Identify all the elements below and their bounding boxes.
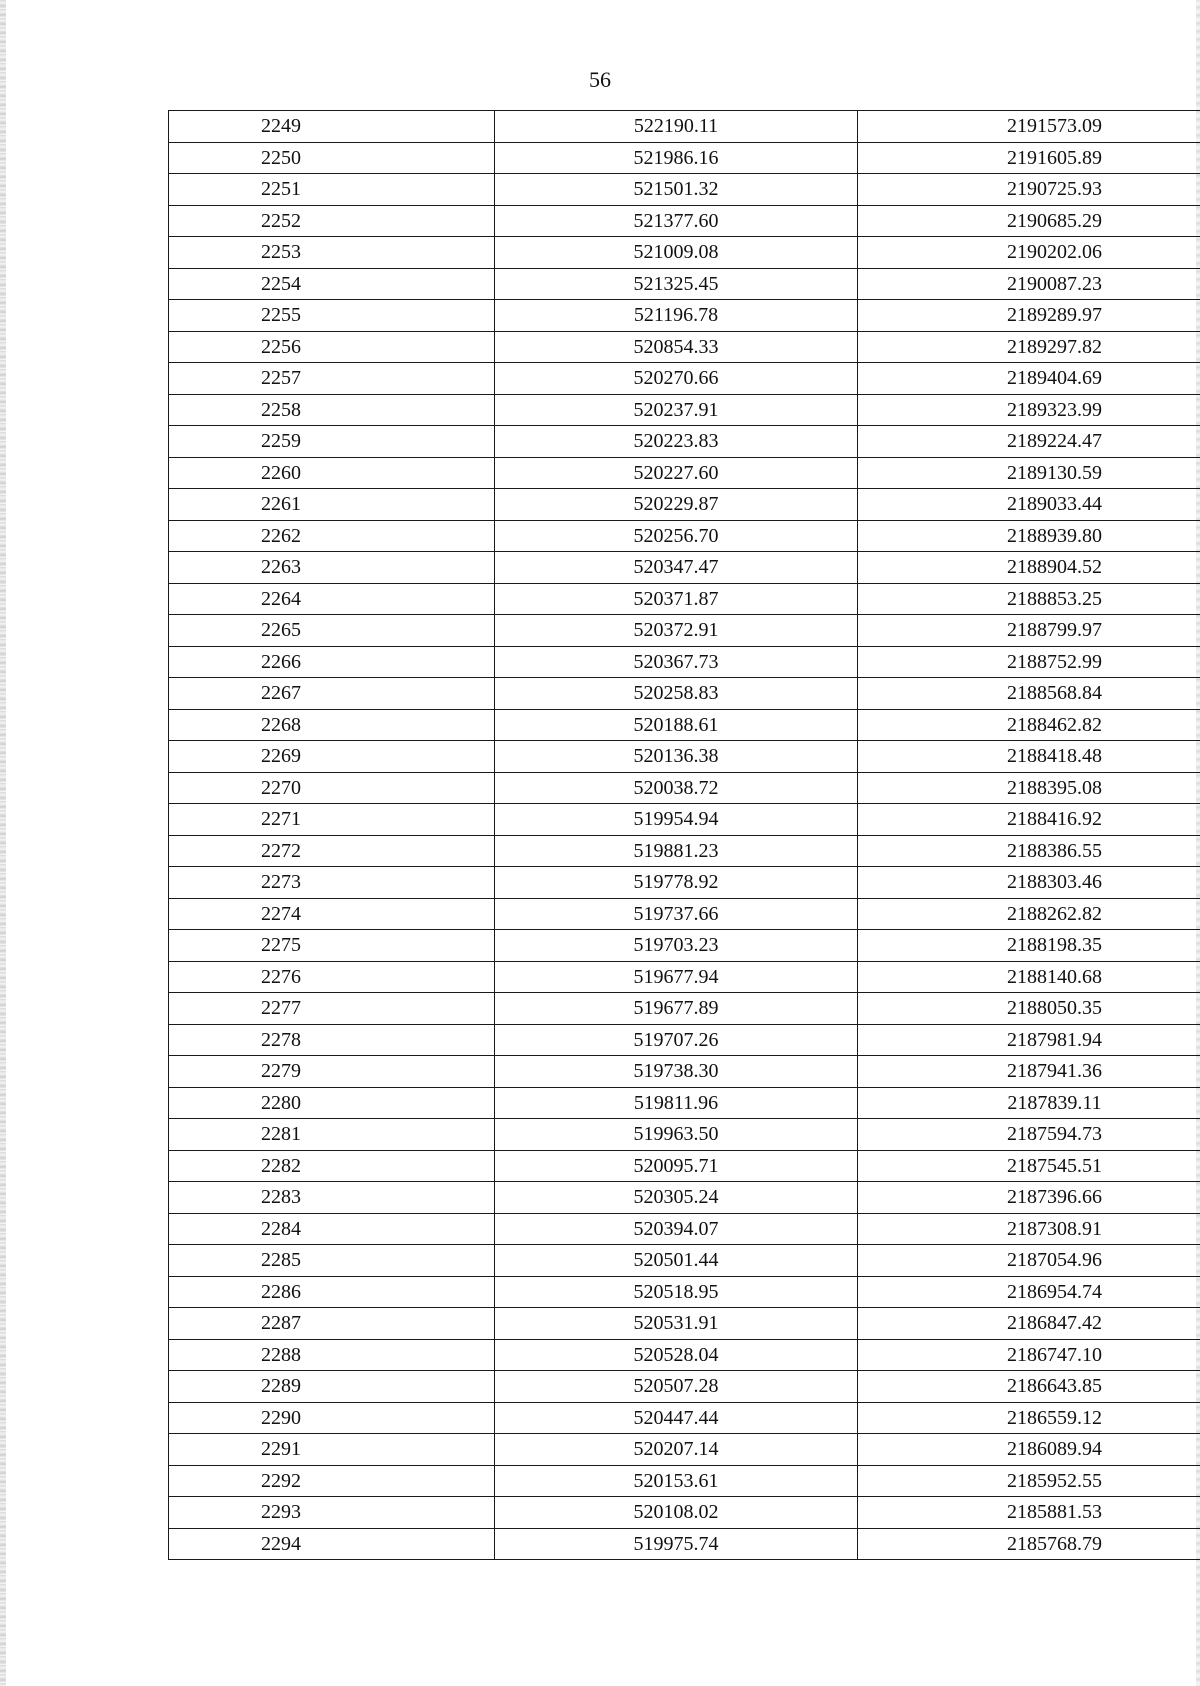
y-coordinate-cell: 2186643.85 [858, 1371, 1200, 1403]
table-row [169, 867, 1200, 899]
point-id-cell: 2251 [169, 174, 495, 206]
y-coordinate-cell: 2188418.48 [858, 741, 1200, 773]
x-coordinate-cell: 519738.30 [495, 1056, 858, 1088]
y-coordinate-cell: 2186847.42 [858, 1308, 1200, 1340]
point-id-cell: 2281 [169, 1119, 495, 1151]
point-id-cell: 2250 [169, 142, 495, 174]
x-coordinate-cell: 521377.60 [495, 205, 858, 237]
table-row [169, 426, 1200, 458]
x-coordinate-cell: 520270.66 [495, 363, 858, 395]
point-id-cell: 2267 [169, 678, 495, 710]
x-coordinate-cell: 520367.73 [495, 646, 858, 678]
x-coordinate-cell: 520518.95 [495, 1276, 858, 1308]
table-row [169, 1308, 1200, 1340]
y-coordinate-cell: 2188262.82 [858, 898, 1200, 930]
point-id-cell: 2259 [169, 426, 495, 458]
x-coordinate-cell: 519975.74 [495, 1528, 858, 1560]
table-row [169, 772, 1200, 804]
y-coordinate-cell: 2190202.06 [858, 237, 1200, 269]
point-id-cell: 2279 [169, 1056, 495, 1088]
x-coordinate-cell: 519677.94 [495, 961, 858, 993]
x-coordinate-cell: 520305.24 [495, 1182, 858, 1214]
table-row [169, 331, 1200, 363]
x-coordinate-cell: 520095.71 [495, 1150, 858, 1182]
y-coordinate-cell: 2189289.97 [858, 300, 1200, 332]
table-row [169, 993, 1200, 1025]
y-coordinate-cell: 2188752.99 [858, 646, 1200, 678]
table-row [169, 142, 1200, 174]
table-row [169, 615, 1200, 647]
scan-edge-left [0, 0, 6, 1686]
point-id-cell: 2291 [169, 1434, 495, 1466]
x-coordinate-cell: 519954.94 [495, 804, 858, 836]
point-id-cell: 2283 [169, 1182, 495, 1214]
x-coordinate-cell: 520237.91 [495, 394, 858, 426]
y-coordinate-cell: 2191573.09 [858, 111, 1200, 143]
x-coordinate-cell: 521986.16 [495, 142, 858, 174]
table-row [169, 1402, 1200, 1434]
x-coordinate-cell: 520136.38 [495, 741, 858, 773]
y-coordinate-cell: 2188853.25 [858, 583, 1200, 615]
table-row [169, 457, 1200, 489]
y-coordinate-cell: 2187396.66 [858, 1182, 1200, 1214]
x-coordinate-cell: 519963.50 [495, 1119, 858, 1151]
x-coordinate-cell: 520531.91 [495, 1308, 858, 1340]
x-coordinate-cell: 520229.87 [495, 489, 858, 521]
point-id-cell: 2252 [169, 205, 495, 237]
y-coordinate-cell: 2187308.91 [858, 1213, 1200, 1245]
point-id-cell: 2285 [169, 1245, 495, 1277]
table-row [169, 1119, 1200, 1151]
table-row [169, 1024, 1200, 1056]
table-row [169, 646, 1200, 678]
y-coordinate-cell: 2188303.46 [858, 867, 1200, 899]
table-row [169, 709, 1200, 741]
y-coordinate-cell: 2188198.35 [858, 930, 1200, 962]
table-row [169, 111, 1200, 143]
point-id-cell: 2276 [169, 961, 495, 993]
table-row [169, 1465, 1200, 1497]
y-coordinate-cell: 2188140.68 [858, 961, 1200, 993]
table-row [169, 394, 1200, 426]
table-row [169, 268, 1200, 300]
y-coordinate-cell: 2188050.35 [858, 993, 1200, 1025]
y-coordinate-cell: 2187054.96 [858, 1245, 1200, 1277]
x-coordinate-cell: 520223.83 [495, 426, 858, 458]
table-row [169, 1213, 1200, 1245]
point-id-cell: 2286 [169, 1276, 495, 1308]
y-coordinate-cell: 2188568.84 [858, 678, 1200, 710]
x-coordinate-cell: 520854.33 [495, 331, 858, 363]
x-coordinate-cell: 520501.44 [495, 1245, 858, 1277]
table-row [169, 1497, 1200, 1529]
point-id-cell: 2275 [169, 930, 495, 962]
table-row [169, 1056, 1200, 1088]
point-id-cell: 2249 [169, 111, 495, 143]
point-id-cell: 2261 [169, 489, 495, 521]
table-row [169, 237, 1200, 269]
x-coordinate-cell: 521501.32 [495, 174, 858, 206]
y-coordinate-cell: 2187594.73 [858, 1119, 1200, 1151]
table-row [169, 205, 1200, 237]
y-coordinate-cell: 2189224.47 [858, 426, 1200, 458]
x-coordinate-cell: 520153.61 [495, 1465, 858, 1497]
x-coordinate-cell: 519707.26 [495, 1024, 858, 1056]
y-coordinate-cell: 2189323.99 [858, 394, 1200, 426]
y-coordinate-cell: 2187981.94 [858, 1024, 1200, 1056]
x-coordinate-cell: 520447.44 [495, 1402, 858, 1434]
y-coordinate-cell: 2186954.74 [858, 1276, 1200, 1308]
x-coordinate-cell: 521325.45 [495, 268, 858, 300]
table-row [169, 804, 1200, 836]
table-row [169, 1434, 1200, 1466]
y-coordinate-cell: 2189404.69 [858, 363, 1200, 395]
y-coordinate-cell: 2186559.12 [858, 1402, 1200, 1434]
page-number: 56 [589, 67, 611, 92]
point-id-cell: 2260 [169, 457, 495, 489]
point-id-cell: 2264 [169, 583, 495, 615]
point-id-cell: 2277 [169, 993, 495, 1025]
y-coordinate-cell: 2187941.36 [858, 1056, 1200, 1088]
point-id-cell: 2270 [169, 772, 495, 804]
table-row [169, 300, 1200, 332]
point-id-cell: 2256 [169, 331, 495, 363]
table-row [169, 1339, 1200, 1371]
x-coordinate-cell: 519881.23 [495, 835, 858, 867]
x-coordinate-cell: 521196.78 [495, 300, 858, 332]
y-coordinate-cell: 2190087.23 [858, 268, 1200, 300]
y-coordinate-cell: 2187545.51 [858, 1150, 1200, 1182]
table-row [169, 1087, 1200, 1119]
point-id-cell: 2278 [169, 1024, 495, 1056]
point-id-cell: 2284 [169, 1213, 495, 1245]
x-coordinate-cell: 519737.66 [495, 898, 858, 930]
x-coordinate-cell: 520188.61 [495, 709, 858, 741]
table-row [169, 961, 1200, 993]
point-id-cell: 2287 [169, 1308, 495, 1340]
table-row [169, 489, 1200, 521]
table-row [169, 174, 1200, 206]
y-coordinate-cell: 2189130.59 [858, 457, 1200, 489]
x-coordinate-cell: 519703.23 [495, 930, 858, 962]
point-id-cell: 2288 [169, 1339, 495, 1371]
y-coordinate-cell: 2188904.52 [858, 552, 1200, 584]
y-coordinate-cell: 2189297.82 [858, 331, 1200, 363]
point-id-cell: 2255 [169, 300, 495, 332]
y-coordinate-cell: 2188799.97 [858, 615, 1200, 647]
table-row [169, 678, 1200, 710]
y-coordinate-cell: 2188462.82 [858, 709, 1200, 741]
y-coordinate-cell: 2185952.55 [858, 1465, 1200, 1497]
x-coordinate-cell: 522190.11 [495, 111, 858, 143]
x-coordinate-cell: 520227.60 [495, 457, 858, 489]
point-id-cell: 2258 [169, 394, 495, 426]
y-coordinate-cell: 2188386.55 [858, 835, 1200, 867]
x-coordinate-cell: 520038.72 [495, 772, 858, 804]
y-coordinate-cell: 2188416.92 [858, 804, 1200, 836]
x-coordinate-cell: 520347.47 [495, 552, 858, 584]
y-coordinate-cell: 2187839.11 [858, 1087, 1200, 1119]
x-coordinate-cell: 519778.92 [495, 867, 858, 899]
table-row [169, 1182, 1200, 1214]
point-id-cell: 2266 [169, 646, 495, 678]
point-id-cell: 2290 [169, 1402, 495, 1434]
x-coordinate-cell: 520256.70 [495, 520, 858, 552]
point-id-cell: 2289 [169, 1371, 495, 1403]
table-row [169, 1245, 1200, 1277]
point-id-cell: 2274 [169, 898, 495, 930]
table-row [169, 583, 1200, 615]
table-row [169, 552, 1200, 584]
point-id-cell: 2253 [169, 237, 495, 269]
point-id-cell: 2268 [169, 709, 495, 741]
table-row [169, 898, 1200, 930]
point-id-cell: 2271 [169, 804, 495, 836]
y-coordinate-cell: 2185768.79 [858, 1528, 1200, 1560]
table-row [169, 1150, 1200, 1182]
y-coordinate-cell: 2191605.89 [858, 142, 1200, 174]
point-id-cell: 2263 [169, 552, 495, 584]
x-coordinate-cell: 520207.14 [495, 1434, 858, 1466]
y-coordinate-cell: 2185881.53 [858, 1497, 1200, 1529]
table-row [169, 741, 1200, 773]
y-coordinate-cell: 2190685.29 [858, 205, 1200, 237]
x-coordinate-cell: 520528.04 [495, 1339, 858, 1371]
point-id-cell: 2282 [169, 1150, 495, 1182]
point-id-cell: 2292 [169, 1465, 495, 1497]
x-coordinate-cell: 520371.87 [495, 583, 858, 615]
point-id-cell: 2265 [169, 615, 495, 647]
y-coordinate-cell: 2190725.93 [858, 174, 1200, 206]
x-coordinate-cell: 519811.96 [495, 1087, 858, 1119]
point-id-cell: 2254 [169, 268, 495, 300]
table-row [169, 930, 1200, 962]
y-coordinate-cell: 2188939.80 [858, 520, 1200, 552]
y-coordinate-cell: 2189033.44 [858, 489, 1200, 521]
point-id-cell: 2280 [169, 1087, 495, 1119]
point-id-cell: 2294 [169, 1528, 495, 1560]
point-id-cell: 2269 [169, 741, 495, 773]
point-id-cell: 2262 [169, 520, 495, 552]
table-row [169, 520, 1200, 552]
point-id-cell: 2293 [169, 1497, 495, 1529]
y-coordinate-cell: 2186747.10 [858, 1339, 1200, 1371]
x-coordinate-cell: 520372.91 [495, 615, 858, 647]
x-coordinate-cell: 519677.89 [495, 993, 858, 1025]
table-row [169, 1276, 1200, 1308]
point-id-cell: 2257 [169, 363, 495, 395]
table-row [169, 1371, 1200, 1403]
table-row [169, 1528, 1200, 1560]
coordinates-table-body [169, 111, 1200, 1560]
table-row [169, 363, 1200, 395]
x-coordinate-cell: 520507.28 [495, 1371, 858, 1403]
x-coordinate-cell: 520394.07 [495, 1213, 858, 1245]
x-coordinate-cell: 520258.83 [495, 678, 858, 710]
point-id-cell: 2273 [169, 867, 495, 899]
y-coordinate-cell: 2186089.94 [858, 1434, 1200, 1466]
point-id-cell: 2272 [169, 835, 495, 867]
x-coordinate-cell: 520108.02 [495, 1497, 858, 1529]
coordinates-table [168, 110, 1200, 1560]
y-coordinate-cell: 2188395.08 [858, 772, 1200, 804]
x-coordinate-cell: 521009.08 [495, 237, 858, 269]
table-row [169, 835, 1200, 867]
